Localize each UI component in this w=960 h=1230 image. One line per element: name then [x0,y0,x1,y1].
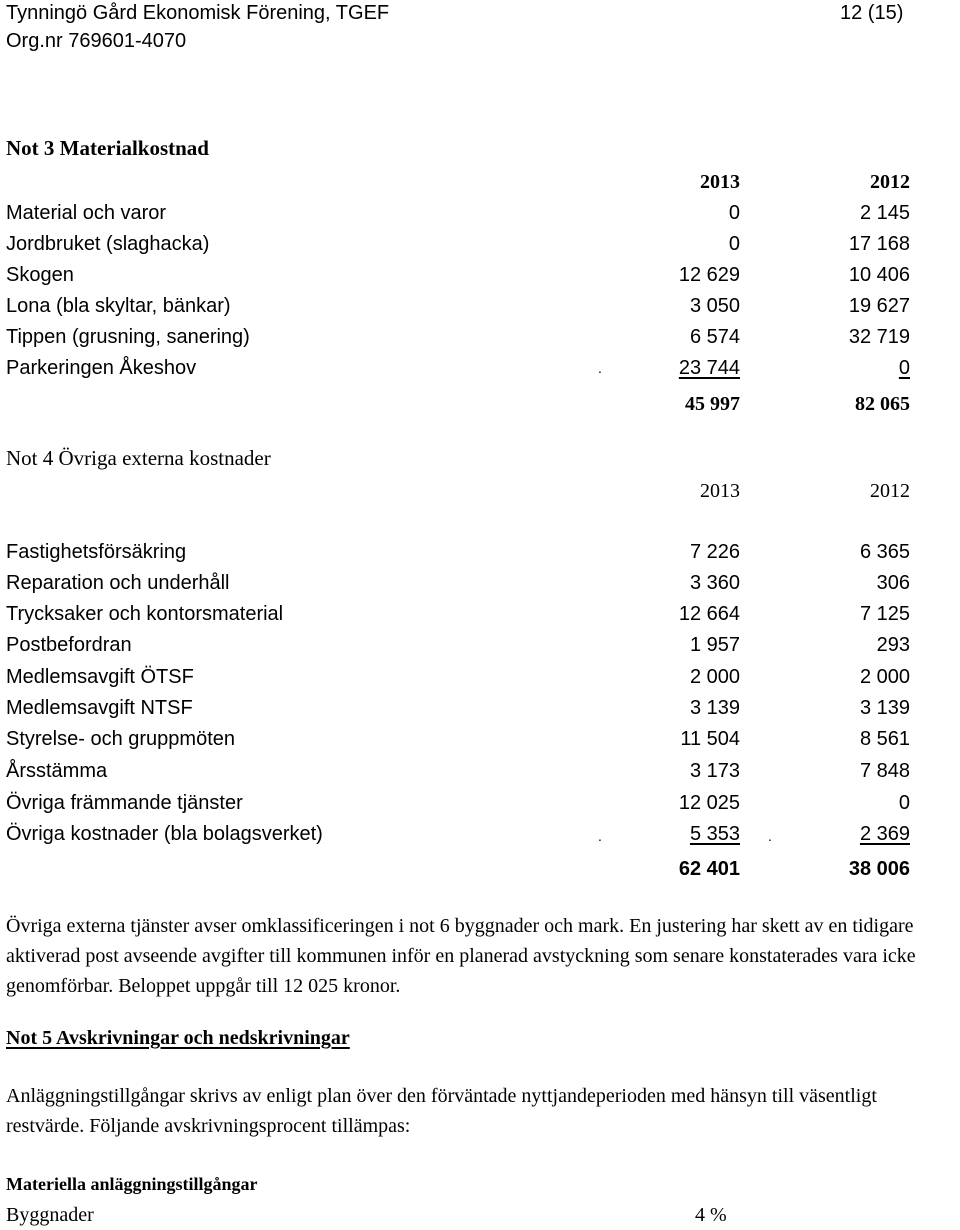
note4-row-label: Övriga kostnader (bla bolagsverket) [6,823,323,845]
note4-row-label: Medlemsavgift NTSF [6,697,193,719]
note4-row-label: Medlemsavgift ÖTSF [6,666,194,688]
note3-row-2012: 32 719 [848,326,910,348]
note4-row-2013: 2 000 [689,666,740,688]
note4-row-2013: 3 139 [689,697,740,719]
note4-row-label: Fastighetsförsäkring [6,541,187,563]
note3-row-label: Material och varor [6,202,167,224]
note3-title: Not 3 Materialkostnad [6,136,209,160]
note4-row-2012: 8 561 [859,728,910,750]
note3-row-2012: 19 627 [848,295,910,317]
note4-row-2012: 7 125 [859,603,910,625]
note4-row-2013: 11 504 [680,728,740,750]
note4-row-2013: 5 353 [689,823,740,845]
note3-total-2013: 45 997 [685,393,740,415]
note3-row-2012: 10 406 [848,264,910,286]
leader-dot: . [768,828,772,844]
note4-year-2013: 2013 [700,480,740,502]
note3-row-label: Parkeringen Åkeshov [6,357,197,379]
organization-number: Org.nr 769601-4070 [6,30,187,52]
note4-row-2013: 3 173 [689,760,740,782]
note4-total-2012: 38 006 [848,858,910,880]
note4-row-2012: 293 [876,634,910,656]
note3-row-label: Lona (bla skyltar, bänkar) [6,295,231,317]
note4-paragraph: Övriga externa tjänster avser omklassificeringen i not 6 byggnader och mark. En justering har skett av en tidigare aktiverad post avseende avgifter till kommunen inför en planerad avstyckning som senare konstaterades vara icke genomförbar. Beloppet uppgår till 12 025 kronor. [6,915,916,997]
note3-row-label: Jordbruket (slaghacka) [6,233,210,255]
note4-row-label: Trycksaker och kontorsmaterial [6,603,284,625]
note4-row-label: Reparation och underhåll [6,572,230,594]
note3-row-2013: 6 574 [689,326,740,348]
note4-row-2012: 3 139 [859,697,910,719]
note4-row-2012: 306 [876,572,910,594]
note3-year-2012: 2012 [870,171,910,193]
leader-dot: . [598,828,602,844]
note4-row-2013: 1 957 [689,634,740,656]
note3-row-label: Tippen (grusning, sanering) [6,326,250,348]
note4-total-2013: 62 401 [678,858,740,880]
note5-row-label: Byggnader [6,1204,94,1226]
note5-paragraph: Anläggningstillgångar skrivs av enligt plan över den förväntade nyttjandeperioden med hänsyn till väsentligt restvärde. Följande avskrivningsprocent tillämpas: [6,1085,877,1137]
note4-row-2012: 2 369 [859,823,910,845]
note5-row-value: 4 % [695,1204,727,1226]
note4-row-2012: 2 000 [859,666,910,688]
note4-row-2013: 3 360 [689,572,740,594]
note4-row-2013: 7 226 [689,541,740,563]
note3-row-2012: 2 145 [859,202,910,224]
note4-row-label: Övriga främmande tjänster [6,792,243,814]
note4-row-2013: 12 664 [678,603,740,625]
note3-row-2013: 3 050 [689,295,740,317]
note5-subheading: Materiella anläggningstillgångar [6,1174,258,1194]
note3-row-2012: 17 168 [848,233,910,255]
note3-row-2013: 12 629 [678,264,740,286]
note4-row-2013: 12 025 [678,792,740,814]
note5-title: Not 5 Avskrivningar och nedskrivningar [6,1027,350,1049]
note3-total-2012: 82 065 [855,393,910,415]
note4-row-label: Styrelse- och gruppmöten [6,728,236,750]
note3-row-2012: 0 [898,357,910,379]
note4-title: Not 4 Övriga externa kostnader [6,446,271,470]
leader-dot: . [598,360,602,376]
note4-year-2012: 2012 [870,480,910,502]
note3-year-2013: 2013 [700,171,740,193]
note3-row-2013: 23 744 [678,357,740,379]
note4-row-label: Årsstämma [6,760,108,782]
page-number: 12 (15) [840,2,904,24]
note4-row-2012: 7 848 [859,760,910,782]
note4-row-label: Postbefordran [6,634,132,656]
note4-row-2012: 0 [898,792,910,814]
note3-row-label: Skogen [6,264,74,286]
organization-name: Tynningö Gård Ekonomisk Förening, TGEF [6,2,390,24]
note3-row-2013: 0 [728,233,740,255]
note3-row-2013: 0 [728,202,740,224]
note4-row-2012: 6 365 [859,541,910,563]
